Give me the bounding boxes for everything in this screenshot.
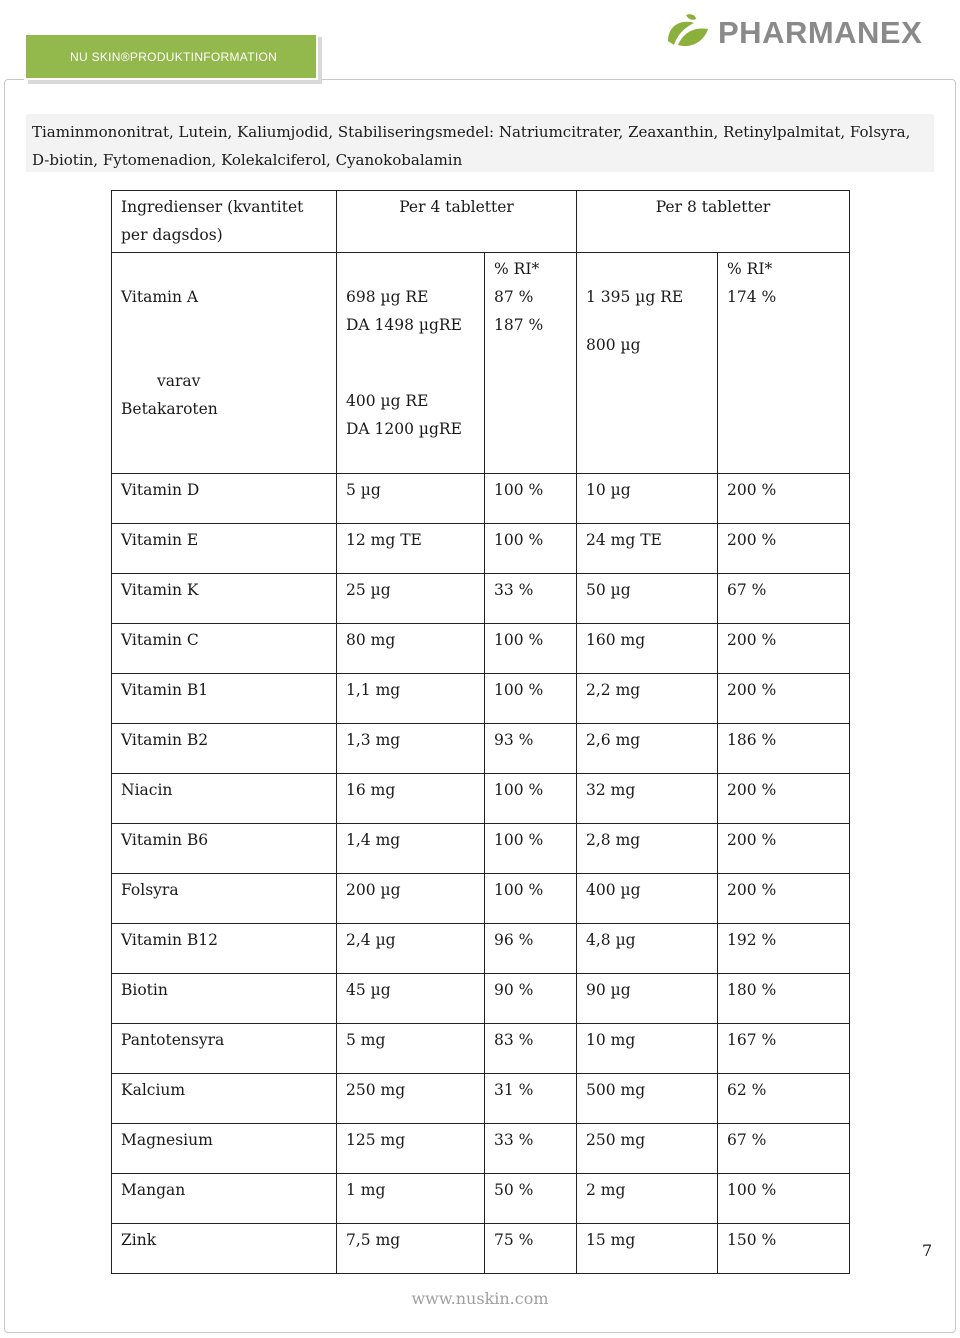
cell-ri4: 96 % xyxy=(485,924,577,974)
ingredient-header-line-1: Ingredienser (kvantitet xyxy=(121,198,304,216)
vitamin-a-amt8-cell xyxy=(577,253,718,474)
cell-ri8: 192 % xyxy=(718,924,850,974)
cell-name: Folsyra xyxy=(112,874,337,924)
cell-ri4: 33 % xyxy=(485,574,577,624)
table-row xyxy=(112,1174,850,1224)
cell-amt8: 160 mg xyxy=(577,624,718,674)
cell-amt4: 25 µg xyxy=(337,574,485,624)
cell-amt8: 10 mg xyxy=(577,1024,718,1074)
cell-name: Vitamin B6 xyxy=(112,824,337,874)
cell-ri4: 33 % xyxy=(485,1124,577,1174)
table-row xyxy=(112,674,850,724)
cell-amt4: 250 mg xyxy=(337,1074,485,1124)
cell-amt4: 12 mg TE xyxy=(337,524,485,574)
cell-ri8: 150 % xyxy=(718,1224,850,1274)
footer-url[interactable]: www.nuskin.com xyxy=(411,1289,549,1308)
cell-ri4: 100 % xyxy=(485,774,577,824)
cell-amt4: 45 µg xyxy=(337,974,485,1024)
cell-ri4: 75 % xyxy=(485,1224,577,1274)
cell-amt8: 15 mg xyxy=(577,1224,718,1274)
vitamin-a-amt4-1: 698 µg RE xyxy=(346,288,429,306)
cell-amt4: 1,3 mg xyxy=(337,724,485,774)
cell-name: Pantotensyra xyxy=(112,1024,337,1074)
betakaroten-amt4-1: 400 µg RE xyxy=(346,392,429,410)
cell-ri4: 100 % xyxy=(485,674,577,724)
cell-name: Magnesium xyxy=(112,1124,337,1174)
cell-name: Vitamin B1 xyxy=(112,674,337,724)
cell-name: Vitamin D xyxy=(112,474,337,524)
table-row xyxy=(112,1224,850,1274)
ri8-header: % RI* xyxy=(727,260,773,278)
cell-ri8: 200 % xyxy=(718,674,850,724)
vitamin-a-row xyxy=(112,253,850,474)
cell-ri4: 83 % xyxy=(485,1024,577,1074)
vitamin-a-sub-label-2: Betakaroten xyxy=(121,400,218,418)
cell-ri8: 100 % xyxy=(718,1174,850,1224)
cell-ri4: 90 % xyxy=(485,974,577,1024)
vitamin-a-ri4-2: 187 % xyxy=(494,316,544,334)
table-row xyxy=(112,624,850,674)
cell-amt4: 16 mg xyxy=(337,774,485,824)
cell-ri4: 100 % xyxy=(485,874,577,924)
table-row xyxy=(112,874,850,924)
cell-name: Niacin xyxy=(112,774,337,824)
cell-ri4: 100 % xyxy=(485,474,577,524)
cell-name: Vitamin B2 xyxy=(112,724,337,774)
cell-amt8: 2,2 mg xyxy=(577,674,718,724)
cell-amt8: 2 mg xyxy=(577,1174,718,1224)
table-row xyxy=(112,974,850,1024)
table-row xyxy=(112,774,850,824)
cell-amt8: 400 µg xyxy=(577,874,718,924)
vitamin-a-ri8: 174 % xyxy=(727,288,777,306)
cell-amt8: 50 µg xyxy=(577,574,718,624)
cell-amt4: 5 µg xyxy=(337,474,485,524)
cell-amt8: 24 mg TE xyxy=(577,524,718,574)
vitamin-a-name: Vitamin A xyxy=(121,288,199,306)
ri4-header: % RI* xyxy=(494,260,540,278)
cell-amt8: 500 mg xyxy=(577,1074,718,1124)
cell-ri8: 200 % xyxy=(718,524,850,574)
section-tab-label: NU SKIN®PRODUKTINFORMATION xyxy=(70,49,278,64)
table-row xyxy=(112,1024,850,1074)
intro-line-2: D-biotin, Fytomenadion, Kolekalciferol, Cyanokobalamin xyxy=(32,151,463,169)
cell-ri4: 100 % xyxy=(485,524,577,574)
vitamin-a-amt8-2: 800 µg xyxy=(586,336,641,354)
cell-ri8: 67 % xyxy=(718,574,850,624)
cell-amt4: 80 mg xyxy=(337,624,485,674)
nutrient-rows xyxy=(112,474,850,1274)
pharmanex-logo xyxy=(664,10,922,56)
vitamin-a-ri4-cell xyxy=(485,253,577,474)
cell-ri8: 186 % xyxy=(718,724,850,774)
cell-amt8: 2,8 mg xyxy=(577,824,718,874)
page-number: 7 xyxy=(922,1241,933,1260)
cell-amt8: 90 µg xyxy=(577,974,718,1024)
leaf-logo-icon xyxy=(664,11,712,55)
vitamin-a-name-cell xyxy=(112,253,337,474)
cell-ri8: 200 % xyxy=(718,774,850,824)
table-row xyxy=(112,924,850,974)
cell-ri8: 200 % xyxy=(718,874,850,924)
cell-amt4: 1,4 mg xyxy=(337,824,485,874)
vitamin-a-sub-label-1: varav xyxy=(157,372,201,390)
nutrition-table xyxy=(111,190,850,1274)
cell-amt4: 1,1 mg xyxy=(337,674,485,724)
cell-ri8: 62 % xyxy=(718,1074,850,1124)
cell-name: Vitamin K xyxy=(112,574,337,624)
table-row xyxy=(112,1124,850,1174)
ingredient-intro xyxy=(26,114,934,172)
vitamin-a-ri8-cell xyxy=(718,253,850,474)
per8-header: Per 8 tabletter xyxy=(577,191,850,253)
cell-ri4: 100 % xyxy=(485,824,577,874)
section-tab xyxy=(24,33,318,80)
ingredient-header-line-2: per dagsdos) xyxy=(121,226,223,244)
cell-ri8: 167 % xyxy=(718,1024,850,1074)
cell-amt4: 125 mg xyxy=(337,1124,485,1174)
cell-name: Vitamin B12 xyxy=(112,924,337,974)
cell-amt4: 200 µg xyxy=(337,874,485,924)
table-row xyxy=(112,824,850,874)
cell-amt8: 2,6 mg xyxy=(577,724,718,774)
cell-amt4: 7,5 mg xyxy=(337,1224,485,1274)
cell-ri8: 200 % xyxy=(718,624,850,674)
cell-amt8: 10 µg xyxy=(577,474,718,524)
cell-name: Vitamin C xyxy=(112,624,337,674)
cell-name: Kalcium xyxy=(112,1074,337,1124)
table-row xyxy=(112,474,850,524)
table-row xyxy=(112,1074,850,1124)
cell-name: Zink xyxy=(112,1224,337,1274)
cell-ri4: 50 % xyxy=(485,1174,577,1224)
cell-ri8: 180 % xyxy=(718,974,850,1024)
cell-name: Mangan xyxy=(112,1174,337,1224)
logo-text: PHARMANEX xyxy=(718,15,923,50)
ingredient-header xyxy=(112,191,337,253)
table-header-row xyxy=(112,191,850,253)
vitamin-a-ri4-1: 87 % xyxy=(494,288,534,306)
cell-amt8: 32 mg xyxy=(577,774,718,824)
cell-ri4: 100 % xyxy=(485,624,577,674)
cell-amt4: 5 mg xyxy=(337,1024,485,1074)
cell-name: Vitamin E xyxy=(112,524,337,574)
cell-ri8: 200 % xyxy=(718,824,850,874)
cell-amt4: 2,4 µg xyxy=(337,924,485,974)
cell-amt8: 4,8 µg xyxy=(577,924,718,974)
table-row xyxy=(112,524,850,574)
cell-amt4: 1 mg xyxy=(337,1174,485,1224)
per4-header: Per 4 tabletter xyxy=(337,191,577,253)
betakaroten-amt4-2: DA 1200 µgRE xyxy=(346,420,462,438)
cell-amt8: 250 mg xyxy=(577,1124,718,1174)
intro-line-1: Tiaminmononitrat, Lutein, Kaliumjodid, Stabiliseringsmedel: Natriumcitrater, Zeaxanthin, Retinylpalmitat, Folsyra, xyxy=(32,123,911,141)
cell-ri8: 67 % xyxy=(718,1124,850,1174)
cell-name: Biotin xyxy=(112,974,337,1024)
table-row xyxy=(112,574,850,624)
cell-ri8: 200 % xyxy=(718,474,850,524)
vitamin-a-amt4-2: DA 1498 µgRE xyxy=(346,316,462,334)
cell-ri4: 31 % xyxy=(485,1074,577,1124)
table-row xyxy=(112,724,850,774)
vitamin-a-amt8-1: 1 395 µg RE xyxy=(586,288,684,306)
cell-ri4: 93 % xyxy=(485,724,577,774)
vitamin-a-amt4-cell xyxy=(337,253,485,474)
